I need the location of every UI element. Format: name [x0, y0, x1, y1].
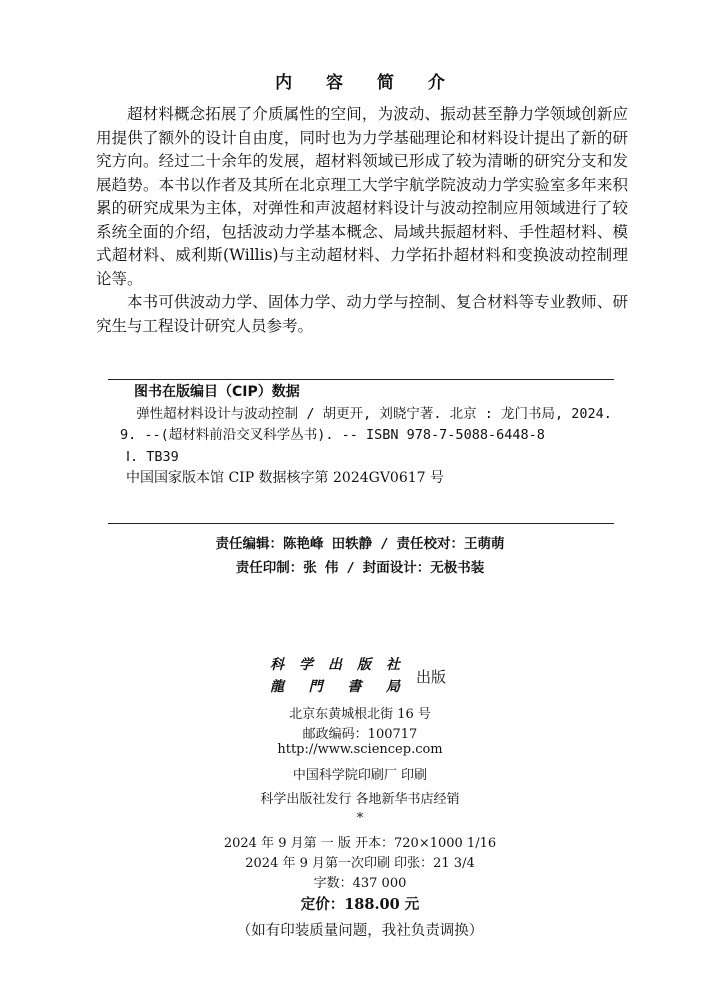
publish-label: 出版	[416, 668, 447, 686]
imprint-printing: 2024 年 9 月第一次印刷 印张：21 3/4	[245, 856, 475, 871]
imprint-wordcount: 字数：437 000	[313, 876, 407, 891]
imprint-star: *	[356, 811, 364, 826]
publisher-logotype	[270, 654, 410, 698]
staff-line-2: 责任印制：张 伟 / 封面设计：无极书装	[235, 560, 485, 576]
price: 定价：188.00 元	[300, 896, 420, 913]
intro-paragraph-2: 本书可供波动力学、固体力学、动力学与控制、复合材料等专业教师、研究生与工程设计研究人员参考。	[96, 293, 628, 335]
quality-note: （如有印装质量问题，我社负责调换）	[236, 923, 484, 939]
cip-top-rule	[108, 379, 614, 380]
cip-block	[120, 382, 614, 490]
cip-entry: 弹性超材料设计与波动控制 / 胡更开, 刘晓宁著. 北京 : 龙门书局, 2024. 9. --(超材料前沿交叉科学丛书). -- ISBN 978-7-5088-6448-8	[120, 405, 612, 443]
staff-line-1: 责任编辑：陈艳峰 田轶静 / 责任校对：王萌萌	[215, 536, 505, 552]
cip-classification: Ⅰ. TB39	[126, 448, 179, 465]
publisher-block	[0, 654, 720, 706]
imprint-website: http://www.sciencep.com	[277, 742, 443, 757]
cip-heading: 图书在版编目（CIP）数据	[134, 384, 300, 400]
imprint-distribution: 科学出版社发行 各地新华书店经销	[260, 792, 460, 807]
cip-record: 中国国家版本馆 CIP 数据核字第 2024GV0617 号	[126, 470, 445, 486]
imprint-address: 北京东黄城根北街 16 号	[289, 707, 431, 722]
publisher-logotype-line-2: 龍 門 書 局	[270, 679, 400, 695]
imprint-postcode: 邮政编码：100717	[302, 727, 418, 742]
publisher-logotype-line-1: 科 学 出 版 社	[270, 657, 400, 673]
intro-text	[96, 103, 628, 338]
imprint-printer: 中国科学院印刷厂 印刷	[292, 768, 428, 783]
intro-paragraph-1: 超材料概念拓展了介质属性的空间，为波动、振动甚至静力学领域创新应用提供了额外的设计自由度，同时也为力学基础理论和材料设计提出了新的研究方向。经过二十余年的发展，超材料领域已形成了较为清晰的研究分支和发展趋势。本书以作者及其所在北京理工大学宇航学院波动力学实验室多年来积累的研究成果为主体，对弹性和声波超材料设计与波动控制应用领域进行了较系统全面的介绍，包括波动力学基本概念、局域共振超材料、手性超材料、模式超材料、威利斯(Willis)与主动超材料、力学拓扑超材料和变换波动控制理论等。	[96, 105, 628, 288]
imprint-edition: 2024 年 9 月第 一 版 开本：720×1000 1/16	[223, 836, 497, 851]
page-title: 内 容 简 介	[275, 73, 459, 93]
cip-bottom-rule	[108, 523, 614, 524]
